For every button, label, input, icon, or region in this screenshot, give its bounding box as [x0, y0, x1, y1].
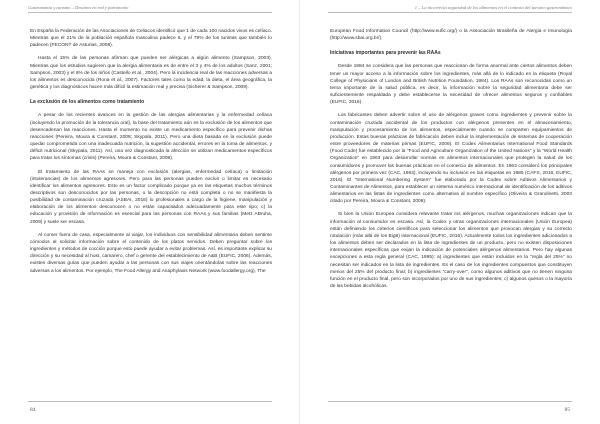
body-paragraph: Desde 1984 se considera que las personas que reaccionan de forma anormal ante ciertos alimentos deben tener un mayor acceso a la información sobre los ingredientes, más allá de lo indicado en la etiqueta (Royal College of Physicians of London and British Nutrition Foundation, 1984). Los RAAs son reconocidas como un tema importante de la salud pública, es decir, la información sobre la seguridad alimentaria debe ser suficientemente respaldada y debe establecerse la necesidad de ofrecer alimentos seguros y confiables (EUFIC, 2016). [330, 64, 572, 106]
body-paragraph: En España la Federación de las Asociaciones de Celiacos identificó que 1 de cada 100 nacidos vivos es celíaco. Mientras que el 21% de la población española masculina padece IL y el 79% de los turistas que también lo padecen (FECONT de Asturias, 2008). [30, 29, 272, 49]
section-heading: Iniciativas importantes para prevenir las RAAs [330, 50, 441, 57]
body-paragraph: European Food Information Council (http://www.eufic.org/) o la Associación Brasileña de Alergia e Imunología (http://www.sbai.org.br/). [330, 29, 572, 42]
header-rule [28, 12, 272, 13]
page-body [30, 28, 272, 400]
body-paragraph: Hasta el 15% de las personas afirman que pueden ser alérgicas a algún alimento (Sampson, 2003). Mientras que los estudios sugieren que la alergia alimentaria es de entre el 3 y 4% de los adultos (Sanz, 2001; Sampson, 2003) y el 6% de los niños (Castello et al., 2004). Pero la incidencia real de las reacciones adversas a los alimentos es desconocida (Rona et al., 2007). Factores tales como la edad, la dieta, el área geográfica, la genética y los diagnósticos hacen más difícil la estimación real y precisa (Sicherer & Sampson, 2009). [30, 56, 272, 91]
body-paragraph: Los fabricantes deben advertir sobre el uso de alérgenos graves como ingredientes y prevenir sobre la contaminación cruzada accidental de los productos con alérgenos presentes en el almacenamiento, manipulación y procesamiento de los alimentos, especialmente cuando se comparten equipamientos de producción. Estas buenas prácticas de fabricación deben incluir la implementación de sistemas de cooperación entre proveedores de materias primas (EUFIC, 2006). El Codex Alimentarius International Food Standards (Food Code) fue establecido por la "Food and Agriculture Organization of the United Nations" y la "World Health Organization" en 1963 para desarrollar normas en alimentos internacionales que protegen la salud de los consumidores y promover las buenas prácticas en el comercio de alimentos. En 1963 consideró los principales alérgenos por primera vez (CAC, 1963), incluyendo su inclusión en las etiquetas en 1985 (CAFS, 2016; EUFIC, 2016). El "International Numbering System" fue elaborado por la Codex sobre Aditivos Alimentarios y Contaminantes de Alimentos, para establecer un sistema numérico internacional de identificación de los aditivos alimentarios en las listas de ingredientes como alternativa al nombre específico (Oliveira & Grandinetti, 2003 citado por Pereira, Moura & Constant, 2008). [330, 113, 572, 205]
body-paragraph: Si bien la Unión Europea considera relevante tratar los alérgenos, muchas organizaciones indican que la información al consumidor es escasa. Así, la Codex y otras organizaciones internacionales (Unión Europea) están definiendo los criterios científicos para seleccionar los alimentos que provocan alergias y su correcto rotulación (más allá de los Big8) internacional (EUFIC, 2016). Actualmente todos los ingredientes adicionados a los alimentos deben ser declarados en la lista de ingredientes de un producto, pero no existen disposiciones internacionales específicas que exijan la indicación de potenciales alérgenos alimentarios. Pero hay algunas excepciones a esta regla general (CAC, 1995): a) ingredientes que están incluidos en la "regla del 25%" no necesitan ser indicados en la lista de ingredientes. Es el caso de los ingredientes compuestos que constituyen menos del 25% del producto final; b) ingredientes "carry-over", como algunos aditivos que no tienen ninguna función en el producto final, pero son incorporados por uno de sus ingredientes; c) algunos quesos o la mayoría de las bebidas alcohólicas. [330, 212, 572, 289]
body-paragraph: A pesar de los recientes avances en la gestión de las alergias alimentarias y la enfermedad celíaca (incluyendo la promoción de la tolerancia oral), la base del tratamiento aún es la exclusión de los alimentos que desencadenan las reacciones. Hasta el momento no existe un medicamento específico para prevenir dichas reacciones (Pereira, Moura & Constant, 2008; Skypala, 2011). Pero una dieta basada en la exclusión puede quedar comprometida con una inadecuada nutrición, la sugestión accidental, errores en la toma de alimentos, y déficit nutricional (Skypala, 2011). Así, una vez diagnosticada la afección se utilizan medicamentos específicos para tratar los síntomas (crisis) (Pereira, Moura & Constant, 2008). [30, 113, 272, 162]
section-heading: La exclusión de los alimentos como tratamiento [30, 99, 145, 106]
running-header: Gastronomía y turismo – Destinos en red y patrimonio [28, 5, 129, 10]
running-header: 1 – La incorrecta seguridad de los alimentos en el contexto del turismo gastronómico [414, 5, 572, 10]
right-page [300, 0, 600, 424]
footer-rule [328, 401, 572, 402]
body-paragraph: El tratamiento de las RAAs se maneja con exclusión (alergias, enfermedad celíaca) o limitación (intolerancias) de los alimentos agresores. Pero para las personas pueden excluir o limitar es necesario identificar los alimentos agresores. Esto es un factor complicado porque ya en las etiquetas muchos términos descriptivos son desconocidos por las personas, o la descripción no está completa o no se manifiesta la posibilidad de contaminación cruzada (ASBAI, 2016) lo profesionales a cargo de la higiene, manipulación y elaboración de los alimentos desconocen o no están capacitados adecuadamente para este tipo; c) la educación y provisión de información es esencial para las personas con RAAs y sus familias (Metz ABruha, 2009) y suele ser escasa. [30, 169, 272, 225]
body-paragraph: Al comer fuera de casa, especialmente al viajar, los individuos con sensibilidad alimentaria deben sentirse cómodos al solicitar información sobre el contenido de los platos servidos. Deben preguntar sobre los ingredientes y métodos de cocción porque esto puede ayudar a evitar problemas. Así, es importante explicar su dirección y su necesidad al host, camarero, chef o gerente del establecimiento de A&B (EUFIC, 2006). Además, existen diversas guías que pueden ayudar a las personas con sus viajes orientándolas sobre las reacciones adversas a los alimentos. Por ejemplo, The Food Allergy and Anaphylaxis Network (www.foodallergy.org), The [30, 232, 272, 274]
page-number: 85 [564, 407, 570, 413]
page-number: 84 [30, 407, 36, 413]
page-body [330, 28, 572, 400]
footer-rule [28, 401, 272, 402]
header-rule [328, 12, 572, 13]
